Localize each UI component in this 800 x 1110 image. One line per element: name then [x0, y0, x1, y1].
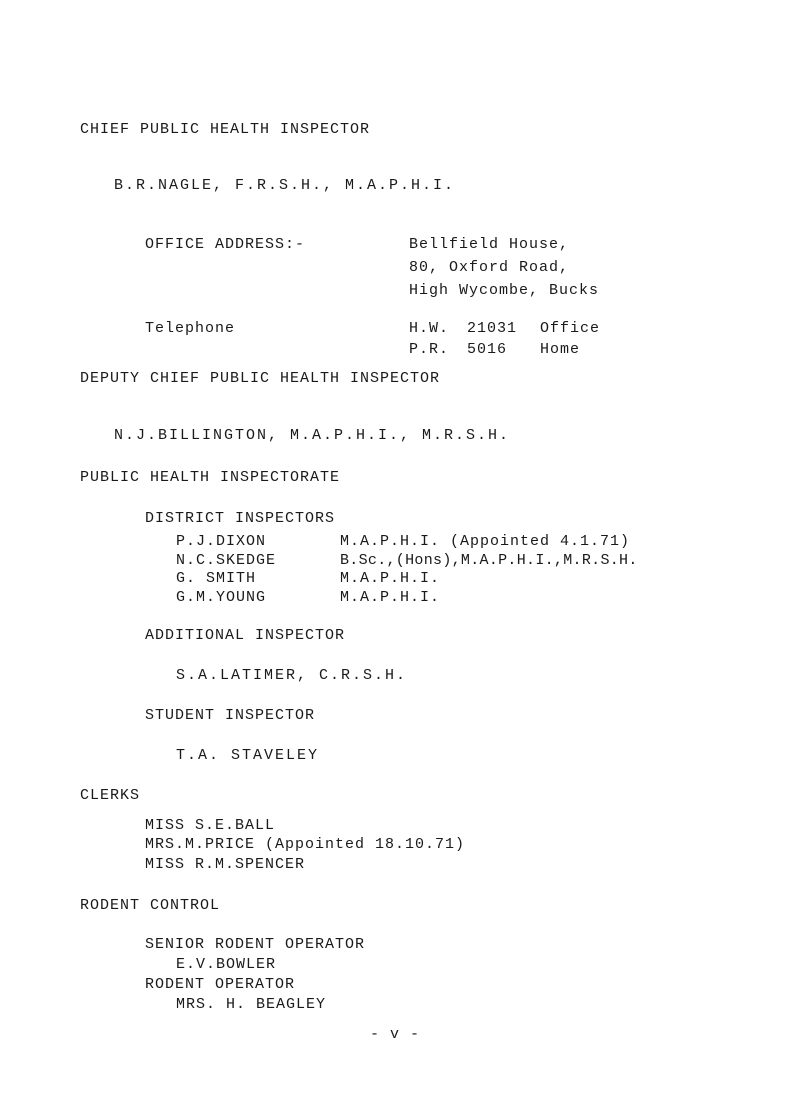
phone-office-number: 21031 — [467, 320, 518, 337]
address-line-2: 80, Oxford Road, — [409, 259, 570, 276]
additional-inspector-heading: ADDITIONAL INSPECTOR — [145, 627, 346, 644]
senior-rodent-operator-name: E.V.BOWLER — [176, 956, 277, 973]
district-inspectors-heading: DISTRICT INSPECTORS — [145, 510, 336, 527]
district-inspector-name: P.J.DIXON — [176, 533, 267, 550]
phone-home-prefix: P.R. — [409, 341, 450, 358]
rodent-operator-name: MRS. H. BEAGLEY — [176, 996, 327, 1013]
district-inspector-name: G. SMITH — [176, 570, 257, 587]
chief-heading: CHIEF PUBLIC HEALTH INSPECTOR — [80, 121, 371, 138]
address-line-1: Bellfield House, — [409, 236, 570, 253]
address-line-3: High Wycombe, Bucks — [409, 282, 600, 299]
telephone-label: Telephone — [145, 320, 236, 337]
district-inspector-quals: M.A.P.H.I. (Appointed 4.1.71) — [340, 533, 631, 550]
district-inspector-quals: M.A.P.H.I. — [340, 570, 441, 587]
student-inspector-heading: STUDENT INSPECTOR — [145, 707, 316, 724]
clerk-name: MISS R.M.SPENCER — [145, 856, 306, 873]
chief-name: B.R.NAGLE, F.R.S.H., M.A.P.H.I. — [114, 177, 456, 194]
district-inspector-name: N.C.SKEDGE — [176, 552, 277, 569]
phone-office-type: Office — [540, 320, 601, 337]
page-number: - v - — [370, 1026, 421, 1043]
office-address-label: OFFICE ADDRESS:- — [145, 236, 306, 253]
deputy-heading: DEPUTY CHIEF PUBLIC HEALTH INSPECTOR — [80, 370, 441, 387]
inspectorate-heading: PUBLIC HEALTH INSPECTORATE — [80, 469, 341, 486]
phone-office-prefix: H.W. — [409, 320, 450, 337]
rodent-control-heading: RODENT CONTROL — [80, 897, 221, 914]
student-inspector-name: T.A. STAVELEY — [176, 747, 320, 764]
district-inspector-quals: M.A.P.H.I. — [340, 589, 441, 606]
senior-rodent-operator-title: SENIOR RODENT OPERATOR — [145, 936, 366, 953]
deputy-name: N.J.BILLINGTON, M.A.P.H.I., M.R.S.H. — [114, 427, 511, 444]
clerk-name: MRS.M.PRICE (Appointed 18.10.71) — [145, 836, 466, 853]
district-inspector-quals: B.Sc.,(Hons),M.A.P.H.I.,M.R.S.H. — [340, 552, 638, 569]
rodent-operator-title: RODENT OPERATOR — [145, 976, 296, 993]
clerk-name: MISS S.E.BALL — [145, 817, 276, 834]
phone-home-number: 5016 — [467, 341, 508, 358]
clerks-heading: CLERKS — [80, 787, 141, 804]
district-inspector-name: G.M.YOUNG — [176, 589, 267, 606]
phone-home-type: Home — [540, 341, 581, 358]
additional-inspector-name: S.A.LATIMER, C.R.S.H. — [176, 667, 408, 684]
